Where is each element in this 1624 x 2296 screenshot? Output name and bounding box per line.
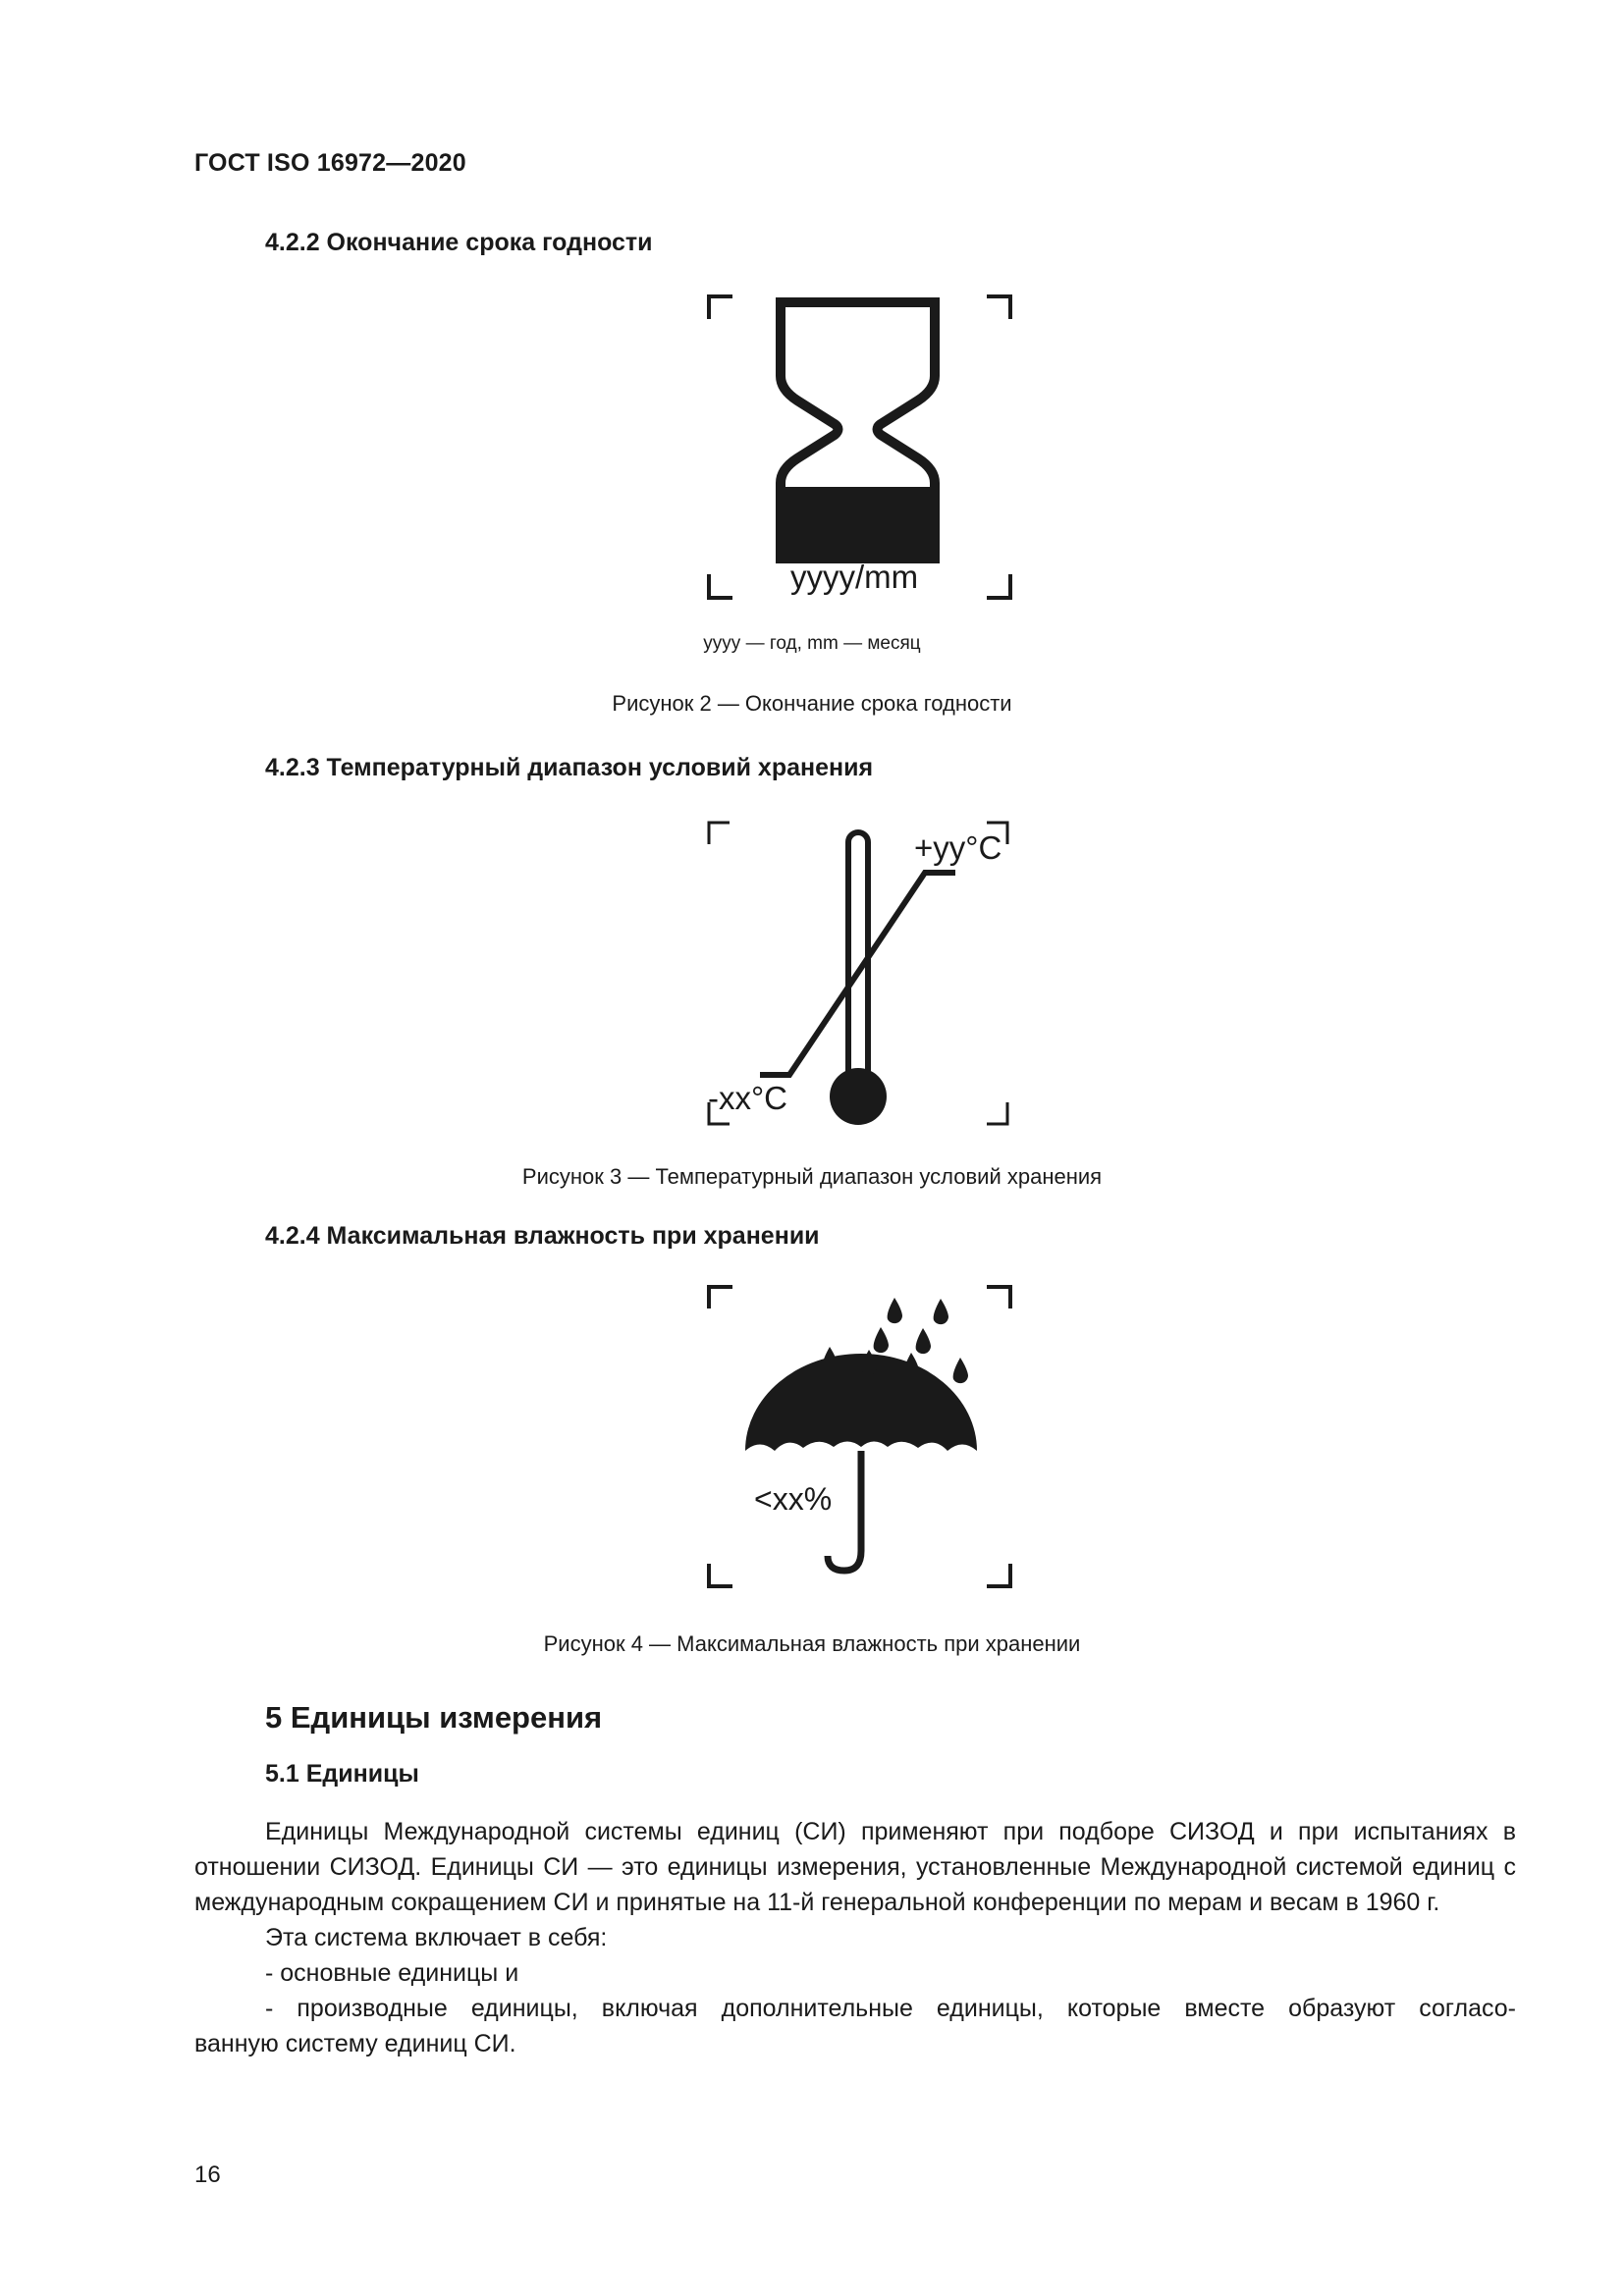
umbrella-icon [709,1287,1010,1586]
list-item-2-line-1: - производные единицы, включая дополнительные единицы, которые вместе образуют согласо- [265,1995,1516,2022]
figure-4-caption: Рисунок 4 — Максимальная влажность при хранении [543,1631,1081,1656]
frame-corners [709,1287,1010,1586]
document-header: ГОСТ ISO 16972—2020 [194,149,466,177]
paragraph-2: Эта система включает в себя: [265,1924,608,1951]
raindrops [823,1298,968,1383]
paragraph-1: Единицы Международной системы единиц (СИ) применяют при подборе СИЗОД и при испытаниях в отношении СИЗОД. Единицы СИ — это единицы измерения, установленные Международной системой единиц с международным сокращением СИ и принятые на 11-й генеральной конференции по мерам и весам в 1960 г. [194,1818,1516,1916]
thermometer-upper-label: +yy°C [914,829,1002,866]
list-item-2-line-2: ванную систему единиц СИ. [194,2030,516,2057]
figure-2-caption: Рисунок 2 — Окончание срока годности [612,691,1012,716]
hourglass-icon [709,296,1010,598]
section-4-2-3-heading: 4.2.3 Температурный диапазон условий хранения [265,754,874,781]
frame-corners [709,823,1007,1124]
body-text [194,1814,1516,2061]
list-item-1: - основные единицы и [265,1959,519,1987]
figure-3-caption: Рисунок 3 — Температурный диапазон условий хранения [521,1164,1103,1189]
figure-2-note: yyyy — год, mm — месяц [703,633,921,654]
section-5-heading: 5 Единицы измерения [265,1700,603,1735]
page-number: 16 [194,2162,221,2188]
section-4-2-4-heading: 4.2.4 Максимальная влажность при хранении [265,1222,820,1250]
section-5-1-heading: 5.1 Единицы [265,1760,419,1788]
frame-corners [709,296,1010,598]
umbrella-label: <xx% [754,1481,833,1517]
section-4-2-2-heading: 4.2.2 Окончание срока годности [265,229,653,256]
hourglass-label: yyyy/mm [790,559,919,595]
thermometer-lower-label: -xx°C [708,1080,788,1116]
